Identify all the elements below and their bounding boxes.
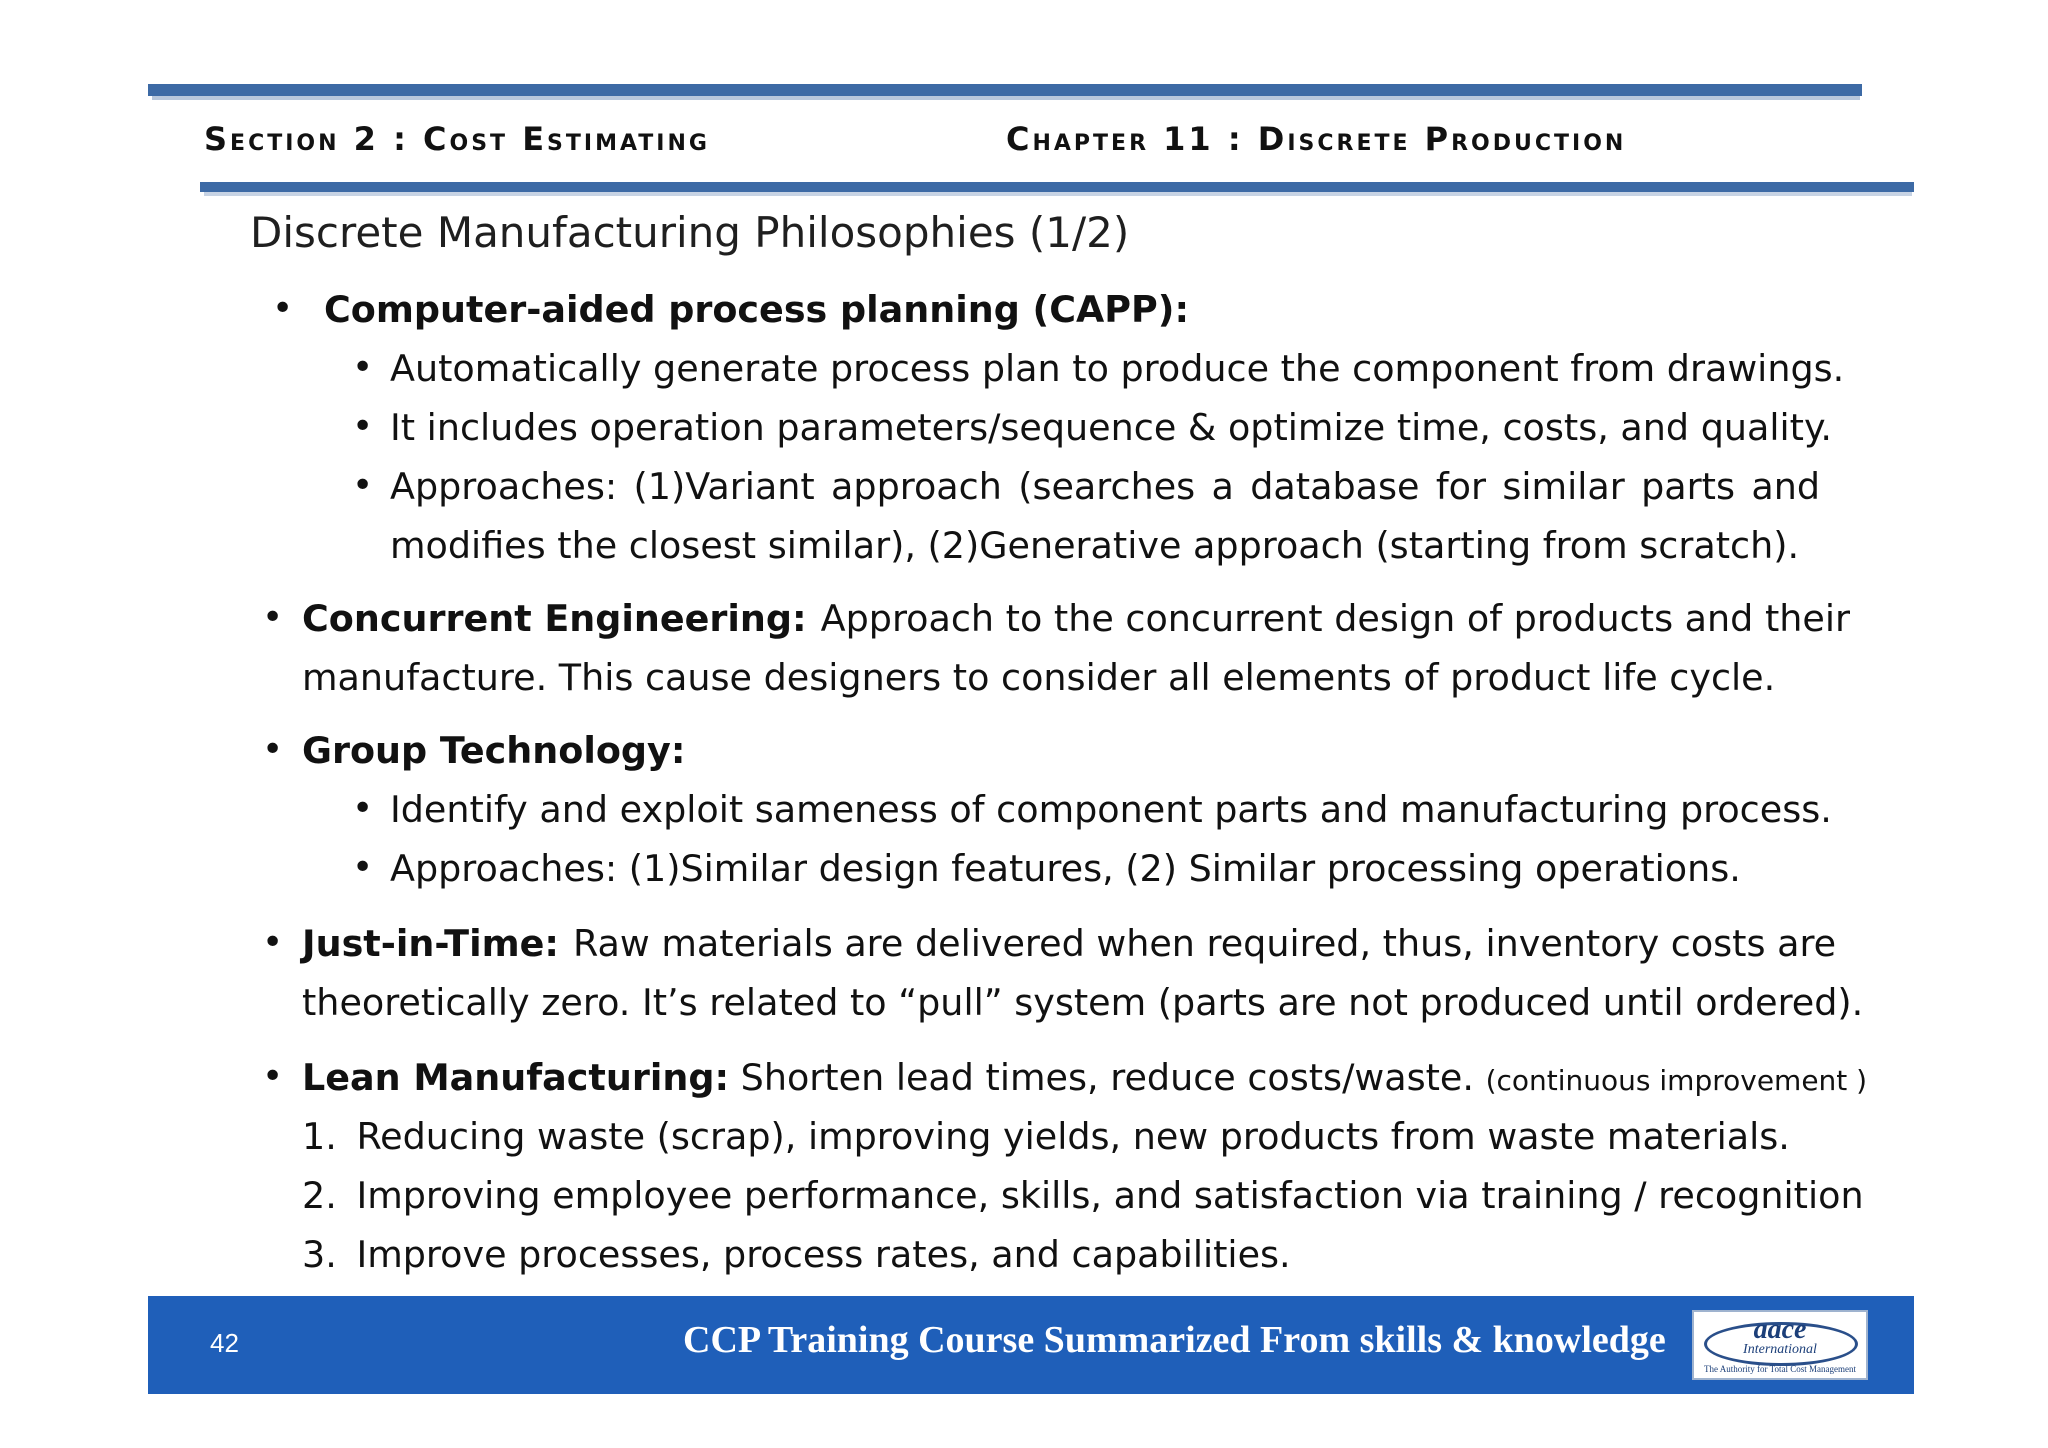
jit-text-1: Raw materials are delivered when required, thus, inventory costs are bbox=[572, 922, 1837, 965]
header-chapter-label: Chapter 11 : Discrete Production bbox=[1006, 120, 1627, 158]
lean-item-1 bbox=[302, 1115, 1790, 1158]
aace-logo-tagline: The Authority for Total Cost Management bbox=[1704, 1364, 1856, 1374]
bullet-group-tech: • bbox=[262, 729, 284, 770]
concurrent-heading: Concurrent Engineering: bbox=[302, 597, 807, 640]
bullet-concurrent: • bbox=[262, 597, 284, 638]
capp-item-3-line-1: Approaches: (1)Variant approach (searches a database for similar parts and bbox=[390, 465, 1820, 508]
bullet-capp-1: • bbox=[352, 347, 374, 388]
concurrent-line-2: manufacture. This cause designers to consider all elements of product life cycle. bbox=[302, 656, 1776, 699]
lean-note: (continuous improvement ) bbox=[1485, 1064, 1868, 1097]
footer-caption: CCP Training Course Summarized From skills & knowledge bbox=[683, 1319, 1666, 1361]
page-number: 42 bbox=[210, 1328, 239, 1358]
lean-item-3 bbox=[302, 1233, 1291, 1276]
capp-item-1: Automatically generate process plan to produce the component from drawings. bbox=[390, 347, 1845, 390]
bullet-capp: • bbox=[272, 288, 294, 329]
concurrent-line-1 bbox=[302, 597, 1851, 640]
lean-item-3-num: 3. bbox=[302, 1233, 337, 1276]
group-tech-heading: Group Technology: bbox=[302, 729, 686, 772]
lean-item-2-num: 2. bbox=[302, 1174, 337, 1217]
lean-item-3-text: Improve processes, process rates, and capabilities. bbox=[356, 1233, 1291, 1276]
capp-item-2: It includes operation parameters/sequence & optimize time, costs, and quality. bbox=[390, 406, 1832, 449]
bullet-capp-2: • bbox=[352, 406, 374, 447]
capp-heading: Computer-aided process planning (CAPP): bbox=[324, 288, 1190, 331]
lean-item-2 bbox=[302, 1174, 1864, 1217]
footer-bar bbox=[148, 1296, 1914, 1394]
aace-logo-main: aace bbox=[1753, 1314, 1807, 1345]
bullet-jit: • bbox=[262, 922, 284, 963]
jit-line-1 bbox=[302, 922, 1837, 965]
group-tech-item-1: Identify and exploit sameness of component parts and manufacturing process. bbox=[390, 788, 1832, 831]
lean-line bbox=[302, 1056, 1867, 1099]
capp-item-3-line-2: modifies the closest similar), (2)Generative approach (starting from scratch). bbox=[390, 524, 1800, 567]
jit-line-2: theoretically zero. It’s related to “pull” system (parts are not produced until ordered). bbox=[302, 981, 1864, 1024]
bullet-group-tech-2: • bbox=[352, 847, 374, 888]
group-tech-item-2: Approaches: (1)Similar design features, (2) Similar processing operations. bbox=[390, 847, 1741, 890]
bullet-capp-3: • bbox=[352, 465, 374, 506]
lean-text: Shorten lead times, reduce costs/waste. bbox=[740, 1056, 1474, 1099]
bullet-group-tech-1: • bbox=[352, 788, 374, 829]
aace-logo bbox=[1692, 1310, 1868, 1380]
lean-heading: Lean Manufacturing: bbox=[302, 1056, 730, 1099]
bullet-lean: • bbox=[262, 1056, 284, 1097]
lean-item-1-num: 1. bbox=[302, 1115, 337, 1158]
header-section-label: Section 2 : Cost Estimating bbox=[204, 120, 710, 158]
concurrent-text-1: Approach to the concurrent design of products and their bbox=[820, 597, 1851, 640]
lean-item-2-text: Improving employee performance, skills, and satisfaction via training / recognition bbox=[356, 1174, 1864, 1217]
jit-heading: Just-in-Time: bbox=[302, 922, 559, 965]
aace-logo-sub: International bbox=[1743, 1342, 1817, 1357]
lean-item-1-text: Reducing waste (scrap), improving yields, new products from waste materials. bbox=[356, 1115, 1790, 1158]
slide-title: Discrete Manufacturing Philosophies (1/2) bbox=[250, 208, 1130, 257]
